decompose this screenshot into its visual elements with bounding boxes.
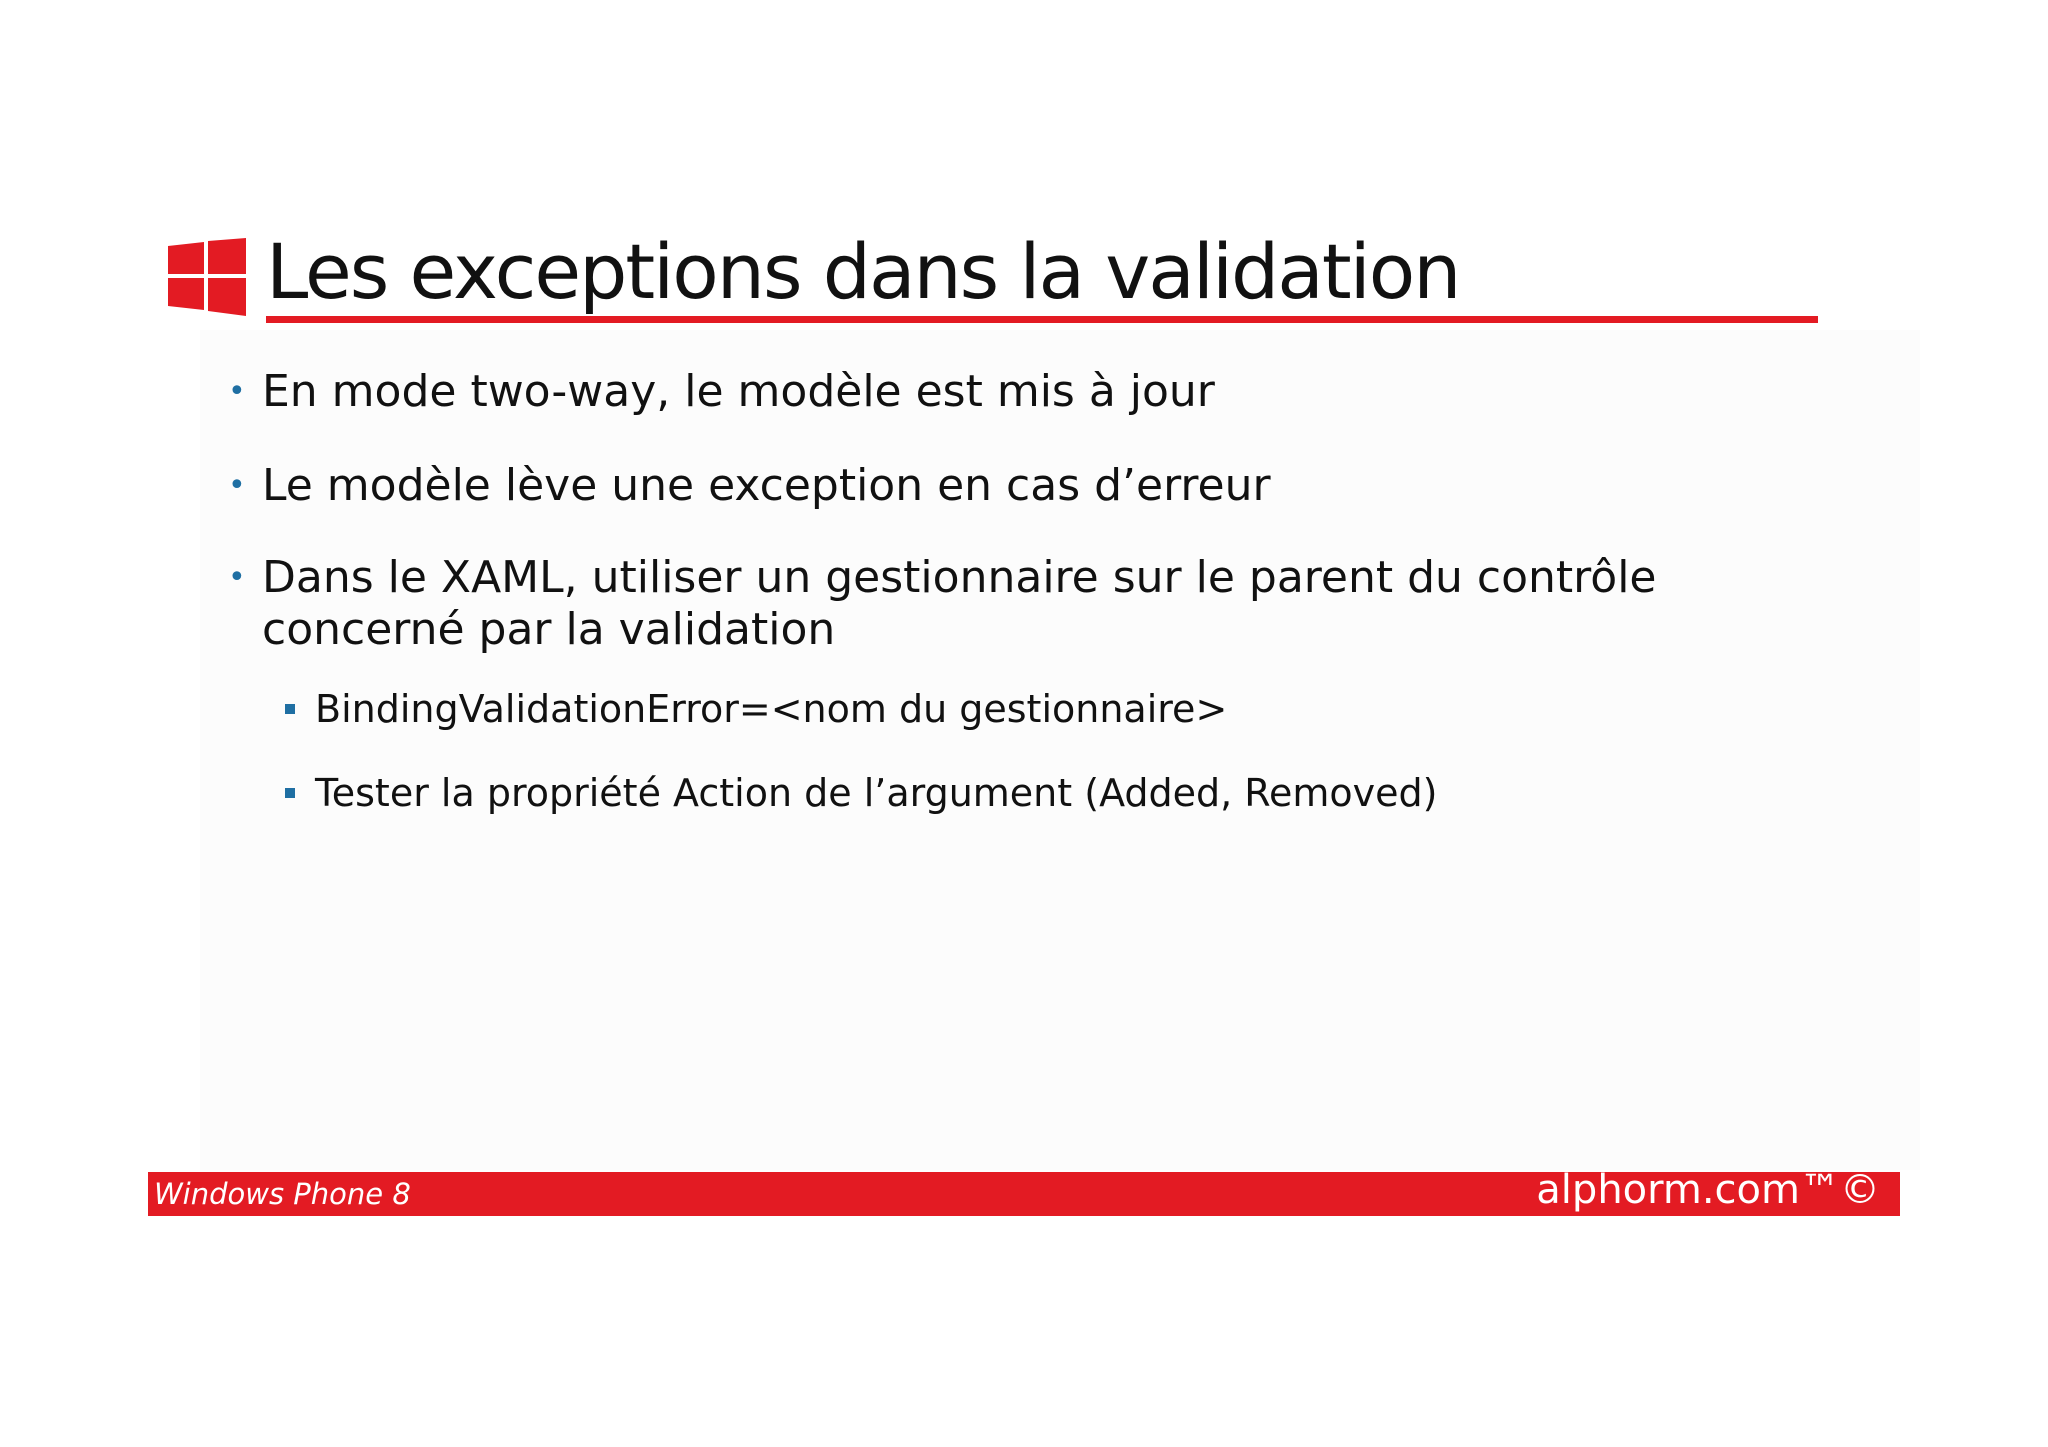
title-underline	[266, 316, 1818, 323]
bullet-item	[228, 366, 1728, 418]
square-bullet-icon	[285, 788, 295, 798]
windows-logo-icon	[168, 238, 246, 316]
sub-bullet-text: Tester la propriété Action de l’argument (Added, Removed)	[315, 771, 1438, 815]
bullet-marker: •	[228, 560, 246, 595]
footer-brand: alphorm.com™©	[1536, 1167, 1880, 1213]
bullet-list	[228, 366, 1728, 816]
bullet-text: En mode two-way, le modèle est mis à jour	[262, 366, 1215, 417]
bullet-item	[228, 460, 1728, 512]
bullet-text: Le modèle lève une exception en cas d’erreur	[262, 460, 1271, 511]
sub-bullet-item	[283, 686, 1728, 732]
footer-bar	[148, 1167, 1900, 1216]
sub-bullet-item	[283, 770, 1728, 816]
bullet-marker: •	[228, 374, 246, 409]
bullet-marker: •	[228, 468, 246, 503]
square-bullet-icon	[285, 704, 295, 714]
bullet-text: Dans le XAML, utiliser un gestionnaire sur le parent du contrôle concerné par la validation	[262, 552, 1657, 655]
footer-course-title: Windows Phone 8	[154, 1177, 411, 1211]
sub-bullet-text: BindingValidationError=<nom du gestionnaire>	[315, 687, 1228, 731]
bullet-item	[228, 552, 1728, 656]
slide-title: Les exceptions dans la validation	[266, 227, 1460, 316]
